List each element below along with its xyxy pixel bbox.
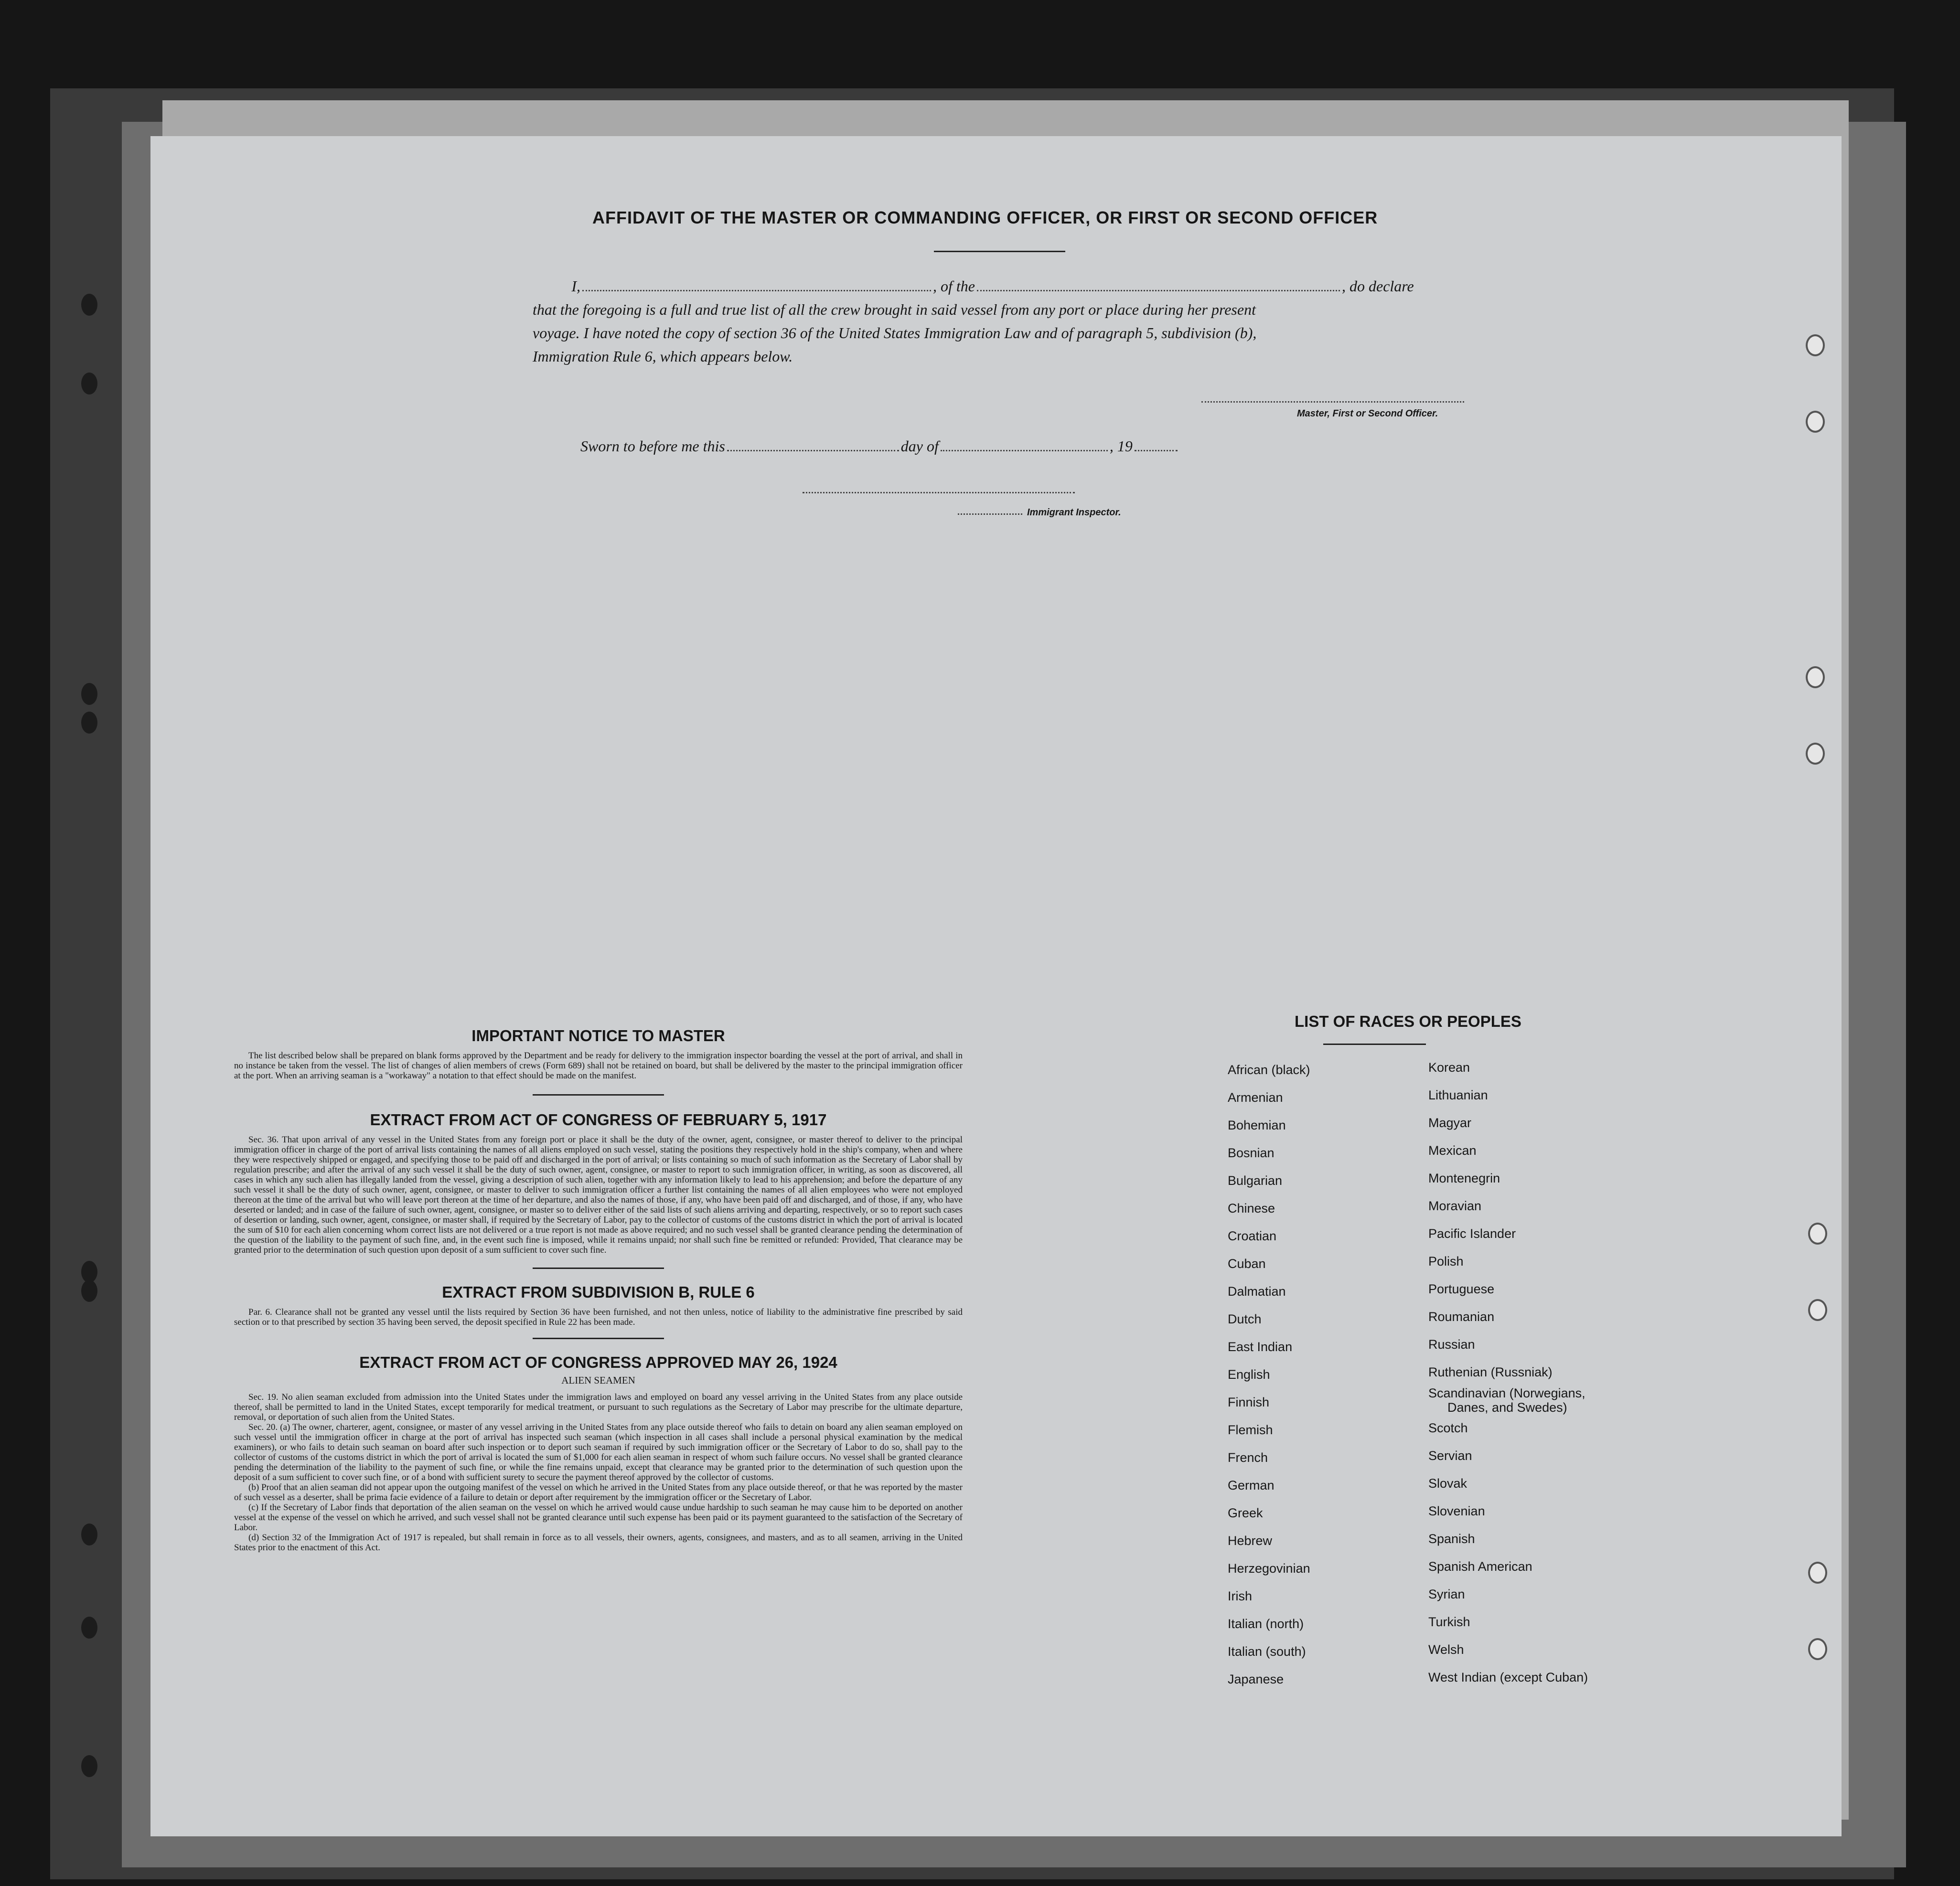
race-right: Scotch xyxy=(1428,1421,1468,1435)
race-left: English xyxy=(1228,1367,1270,1382)
binder-hole xyxy=(81,373,97,394)
binder-hole xyxy=(1808,1299,1827,1321)
race-left: Greek xyxy=(1228,1506,1263,1520)
binder-hole xyxy=(1808,1562,1827,1584)
sworn-year: , 19 xyxy=(1109,437,1133,455)
extract-rule6-text: Par. 6. Clearance shall not be granted any vessel until the lists required by Section 36 have been furnished, and not then unless, notice of liability to the administrative fine prescribed by said section or to that prescribed by section 35 having been served, the deposit specified in Rule 22 has been made. xyxy=(234,1307,963,1327)
binder-hole xyxy=(81,1280,97,1302)
race-left: Flemish xyxy=(1228,1423,1273,1437)
race-left: Cuban xyxy=(1228,1257,1266,1271)
race-right: Spanish xyxy=(1428,1532,1475,1546)
inspector-signature-line[interactable] xyxy=(803,492,1075,493)
binder-hole xyxy=(1806,743,1825,765)
race-left: Irish xyxy=(1228,1589,1253,1603)
race-right: Spanish American xyxy=(1428,1559,1532,1574)
race-left: Dutch xyxy=(1228,1312,1262,1326)
race-left: Italian (north) xyxy=(1228,1617,1304,1631)
binder-hole xyxy=(1808,1638,1827,1660)
race-left: French xyxy=(1228,1450,1268,1465)
name-blank[interactable] xyxy=(582,290,931,291)
extract-1924-sec20a: Sec. 20. (a) The owner, charterer, agent, consignee, or master of any vessel arriving in the United States from any place outside thereof who fails to detain on board any alien seaman employed on such vessel until the immigration officer in charge at the port of arrival has inspected such seaman (which inspection in all cases shall include a personal physical examination by the medical examiners), or who fails to detain such seaman on board after such inspection or to deport such seaman if required by such immigration officer or the Secretary of Labor to do so, shall pay to the collector of customs of the customs district in which the port of arrival is located the sum of $1,000 for each alien seaman in respect of whom such failure occurs. No vessel shall be granted clearance pending the determination of the liability to the payment of such fine, or while the fine remains unpaid, except that clearance may be granted prior to the determination of such question upon the deposit of a sum sufficient to cover such fine, or of a bond with sufficient surety to secure the payment thereof approved by the collector of customs. xyxy=(234,1422,963,1482)
race-right: Slovak xyxy=(1428,1476,1467,1491)
section-rule xyxy=(533,1268,664,1269)
race-right: Portuguese xyxy=(1428,1282,1495,1296)
race-right: West Indian (except Cuban) xyxy=(1428,1670,1588,1684)
binder-hole xyxy=(1806,411,1825,433)
sworn-text: Sworn to before me this xyxy=(580,437,725,455)
sworn-line xyxy=(580,435,1179,458)
race-right: Lithuanian xyxy=(1428,1088,1488,1102)
race-left: African (black) xyxy=(1228,1063,1310,1077)
race-right: Magyar xyxy=(1428,1116,1472,1130)
race-left: East Indian xyxy=(1228,1340,1293,1354)
affidavit-title: AFFIDAVIT OF THE MASTER OR COMMANDING OFFICER, OR FIRST OR SECOND OFFICER xyxy=(592,208,1378,227)
binder-hole xyxy=(81,712,97,734)
race-left: Finnish xyxy=(1228,1395,1270,1409)
race-right: Syrian xyxy=(1428,1587,1465,1601)
extract-rule6-heading: EXTRACT FROM SUBDIVISION B, RULE 6 xyxy=(442,1283,755,1301)
races-heading: LIST OF RACES OR PEOPLES xyxy=(1295,1012,1521,1030)
sworn-month-blank[interactable] xyxy=(941,450,1108,451)
extract-1924-subheading: ALIEN SEAMEN xyxy=(561,1375,635,1386)
master-signature-line[interactable] xyxy=(1201,401,1464,403)
race-right: Scandinavian (Norwegians, xyxy=(1428,1386,1585,1400)
notices-column xyxy=(234,1027,963,1553)
affidavit-line3: voyage. I have noted the copy of section 36 of the United States Immigration Law and of paragraph 5, subdivision (b), xyxy=(533,324,1257,341)
binder-hole xyxy=(1806,666,1825,688)
extract-1917-heading: EXTRACT FROM ACT OF CONGRESS OF FEBRUARY 5, 1917 xyxy=(370,1111,827,1129)
affidavit-line4: Immigration Rule 6, which appears below. xyxy=(533,348,793,365)
race-right: Welsh xyxy=(1428,1642,1464,1657)
affidavit-line1-a: I, xyxy=(571,277,580,295)
race-right: Servian xyxy=(1428,1449,1472,1463)
race-right: Danes, and Swedes) xyxy=(1447,1400,1567,1415)
sworn-day-blank[interactable] xyxy=(727,450,899,451)
binder-hole xyxy=(81,683,97,705)
extract-1924-sec20c: (c) If the Secretary of Labor finds that deportation of the alien seaman on the vessel on which he arrived would cause undue hardship to such seaman he may cause him to be deported on another vessel at the expense of the vessel on which he arrived, and such vessel shall not be granted clearance until such expense has been paid or its payment guaranteed to the satisfaction of the Secretary of Labor. xyxy=(234,1502,963,1533)
affidavit-line1-c: , do declare xyxy=(1341,277,1414,295)
master-signature-label: Master, First or Second Officer. xyxy=(1297,408,1438,419)
sworn-day-of: day of xyxy=(900,437,939,455)
race-right: Roumanian xyxy=(1428,1310,1495,1324)
extract-1924-sec20d: (d) Section 32 of the Immigration Act of 1917 is repealed, but shall remain in force as to all vessels, their owners, agents, consignees, and masters, and as to all seamen, arriving in the United States prior to the enactment of this Act. xyxy=(234,1533,963,1553)
affidavit-body xyxy=(533,275,1531,368)
section-rule xyxy=(533,1094,664,1096)
extract-1924-heading: EXTRACT FROM ACT OF CONGRESS APPROVED MAY 26, 1924 xyxy=(359,1353,837,1371)
race-left: Japanese xyxy=(1228,1672,1284,1686)
inspector-label: Immigrant Inspector. xyxy=(1027,507,1121,518)
race-right: Russian xyxy=(1428,1337,1475,1352)
title-rule xyxy=(934,251,1065,252)
race-right: Korean xyxy=(1428,1060,1470,1075)
binder-hole xyxy=(1808,1223,1827,1245)
section-rule xyxy=(533,1338,664,1339)
race-right: Slovenian xyxy=(1428,1504,1485,1518)
race-right: Moravian xyxy=(1428,1199,1482,1213)
notice-heading: IMPORTANT NOTICE TO MASTER xyxy=(471,1027,725,1044)
race-left: Italian (south) xyxy=(1228,1644,1306,1659)
document-page xyxy=(150,136,1842,1836)
race-right: Ruthenian (Russniak) xyxy=(1428,1365,1553,1379)
race-left: Armenian xyxy=(1228,1090,1283,1105)
race-left: Bohemian xyxy=(1228,1118,1286,1132)
race-left: Bulgarian xyxy=(1228,1173,1283,1188)
affidavit-line2: that the foregoing is a full and true list of all the crew brought in said vessel from any port or place during her present xyxy=(533,301,1256,318)
affidavit-line1-b: , of the xyxy=(933,277,975,295)
binder-hole xyxy=(81,1524,97,1545)
race-left: Croatian xyxy=(1228,1229,1277,1243)
extract-1924-sec20b: (b) Proof that an alien seaman did not appear upon the outgoing manifest of the vessel on which he arrived in the United States from any place outside thereof, or that he was reported by the master of such vessel as a deserter, shall be prima facie evidence of a failure to detain or deport after requirement by the immigration officer or the Secretary of Labor. xyxy=(234,1482,963,1502)
race-right: Mexican xyxy=(1428,1143,1477,1158)
race-right: Polish xyxy=(1428,1254,1464,1268)
race-left: Herzegovinian xyxy=(1228,1561,1310,1576)
binder-hole xyxy=(81,294,97,316)
races-heading-rule xyxy=(1323,1044,1426,1045)
race-right: Turkish xyxy=(1428,1615,1470,1629)
extract-1917-text: Sec. 36. That upon arrival of any vessel in the United States from any foreign port or place it shall be the duty of the owner, agent, consignee, or master thereof to deliver to the principal immigration officer in charge of the port of arrival lists containing the names of all aliens employed on such vessel, stating the positions they respectively hold in the ship's company, when and where they were respectively shipped or engaged, and specifying those to be paid off and discharged in the port of arrival; or lists containing so much of such information as the Secretary of Labor shall by regulation prescribe; and after the arrival of any such vessel it shall be the duty of such owner, agent, consignee, or master to report to such immigration officer, in writing, as soon as discovered, all cases in which any such alien has illegally landed from the vessel, giving a description of such alien, together with any information likely to lead to his apprehension; and before the departure of any such vessel it shall be the duty of such owner, agent, consignee, or master to deliver to such immigration officer a further list containing the names of all alien employees who were not employed thereon at the time of the arrival but who will leave port thereon at the time of her departure, and also the names of those, if any, who have been paid off and discharged, and of those, if any, who have deserted or landed; and in case of the failure of such owner, agent, consignee, or master so to deliver either of the said lists of such aliens arriving and departing, respectively, or so to report such cases of desertion or landing, such owner, agent, consignee, or master shall, if required by the Secretary of Labor, pay to the collector of customs of the customs district in which the port of arrival is located the sum of $10 for each alien concerning whom correct lists are not delivered or a true report is not made as above required; and no such vessel shall be granted clearance pending the determination of the question of the liability to the payment of such fine, and, in the event such fine is imposed, while it remains unpaid; nor shall such fine be remitted or refunded: Provided, That clearance may be granted prior to the determination of such question upon deposit of a sum sufficient to cover such fine. xyxy=(234,1135,963,1255)
race-right: Pacific Islander xyxy=(1428,1226,1516,1241)
race-left: Bosnian xyxy=(1228,1146,1275,1160)
vessel-blank[interactable] xyxy=(977,290,1340,291)
inspector-signature-line-short[interactable] xyxy=(958,513,1022,515)
race-left: Chinese xyxy=(1228,1201,1275,1215)
race-left: Dalmatian xyxy=(1228,1284,1286,1299)
race-right: Montenegrin xyxy=(1428,1171,1500,1185)
sworn-year-blank[interactable] xyxy=(1135,450,1178,451)
race-left: Hebrew xyxy=(1228,1534,1273,1548)
race-left: German xyxy=(1228,1478,1275,1492)
binder-hole xyxy=(1806,334,1825,356)
notice-text: The list described below shall be prepared on blank forms approved by the Department and be ready for delivery to the immigration inspector boarding the vessel at the port of arrival, and shall in no instance be taken from the vessel. The list of changes of alien members of crews (Form 689) shall not be retained on board, but shall be delivered by the master to the principal immigration officer at the port. When an arriving seaman is a "workaway" a notation to that effect should be made on the manifest. xyxy=(234,1051,963,1081)
binder-hole xyxy=(81,1617,97,1639)
binder-hole xyxy=(81,1755,97,1777)
extract-1924-sec19: Sec. 19. No alien seaman excluded from admission into the United States under the immigration laws and employed on board any vessel arriving in the United States from any place outside thereof, shall be permitted to land in the United States, except temporarily for medical treatment, or pursuant to such regulations as the Secretary of Labor may prescribe for the ultimate departure, removal, or deportation of such alien from the United States. xyxy=(234,1392,963,1422)
